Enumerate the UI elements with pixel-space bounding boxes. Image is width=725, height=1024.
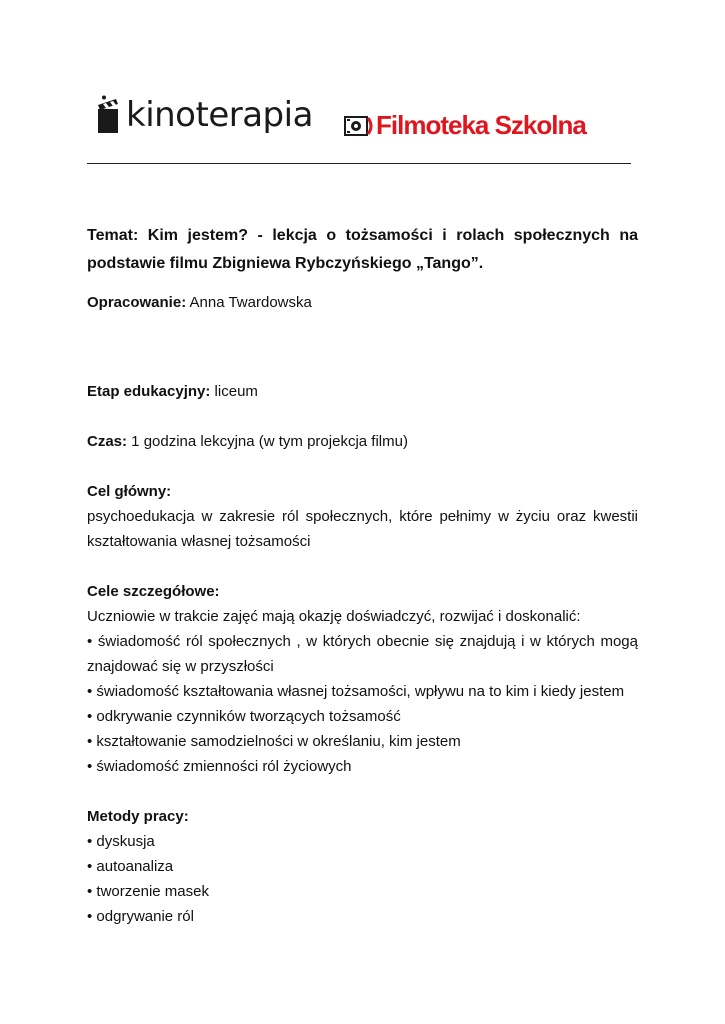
lesson-title: Temat: Kim jestem? - lekcja o tożsamości i rolach społecznych na podstawie filmu Zbigniewa Rybczyńskiego „Tango”. xyxy=(87,227,638,272)
page-header xyxy=(90,88,635,148)
methods-list xyxy=(87,829,638,929)
header-divider xyxy=(87,163,631,164)
detailed-goals-list xyxy=(87,629,638,779)
detailed-goals-heading: Cele szczegółowe: xyxy=(87,583,220,600)
time-label: Czas: xyxy=(87,433,128,450)
document-body xyxy=(87,222,638,929)
list-item: • dyskusja xyxy=(87,833,155,850)
stage-line xyxy=(87,379,638,404)
detailed-goals-intro: Uczniowie w trakcie zajęć mają okazję doświadczyć, rozwijać i doskonalić: xyxy=(87,608,581,625)
methods-heading: Metody pracy: xyxy=(87,808,189,825)
filmoteka-logo-text: Filmoteka Szkolna xyxy=(376,110,586,140)
kinoterapia-logo xyxy=(94,90,313,140)
list-item: • kształtowanie samodzielności w określaniu, kim jestem xyxy=(87,733,461,750)
filmoteka-szkolna-logo xyxy=(344,110,586,141)
list-item: • odkrywanie czynników tworzących tożsamość xyxy=(87,708,401,725)
author-value: Anna Twardowska xyxy=(186,294,312,311)
clapperboard-icon xyxy=(94,95,120,135)
time-value: 1 godzina lekcyjna (w tym projekcja filmu) xyxy=(127,433,408,450)
list-item: • odgrywanie ról xyxy=(87,908,194,925)
author-line xyxy=(87,290,638,315)
list-item: • świadomość kształtowania własnej tożsamości, wpływu na to kim i kiedy jestem xyxy=(87,683,625,700)
film-camera-icon xyxy=(344,114,374,138)
time-line xyxy=(87,429,638,454)
list-item: • tworzenie masek xyxy=(87,883,209,900)
list-item: • autoanaliza xyxy=(87,858,174,875)
stage-value: liceum xyxy=(210,383,258,400)
kinoterapia-logo-text: kinoterapia xyxy=(126,95,313,135)
main-goal-text: psychoedukacja w zakresie ról społecznych, które pełnimy w życiu oraz kwestii kształtowania własnej tożsamości xyxy=(87,508,638,550)
stage-label: Etap edukacyjny: xyxy=(87,383,211,400)
list-item: • świadomość ról społecznych , w których obecnie się znajdują i w których mogą znajdować się w przyszłości xyxy=(87,633,638,675)
main-goal-heading: Cel główny: xyxy=(87,483,172,500)
list-item: • świadomość zmienności ról życiowych xyxy=(87,758,352,775)
author-label: Opracowanie: xyxy=(87,294,187,311)
